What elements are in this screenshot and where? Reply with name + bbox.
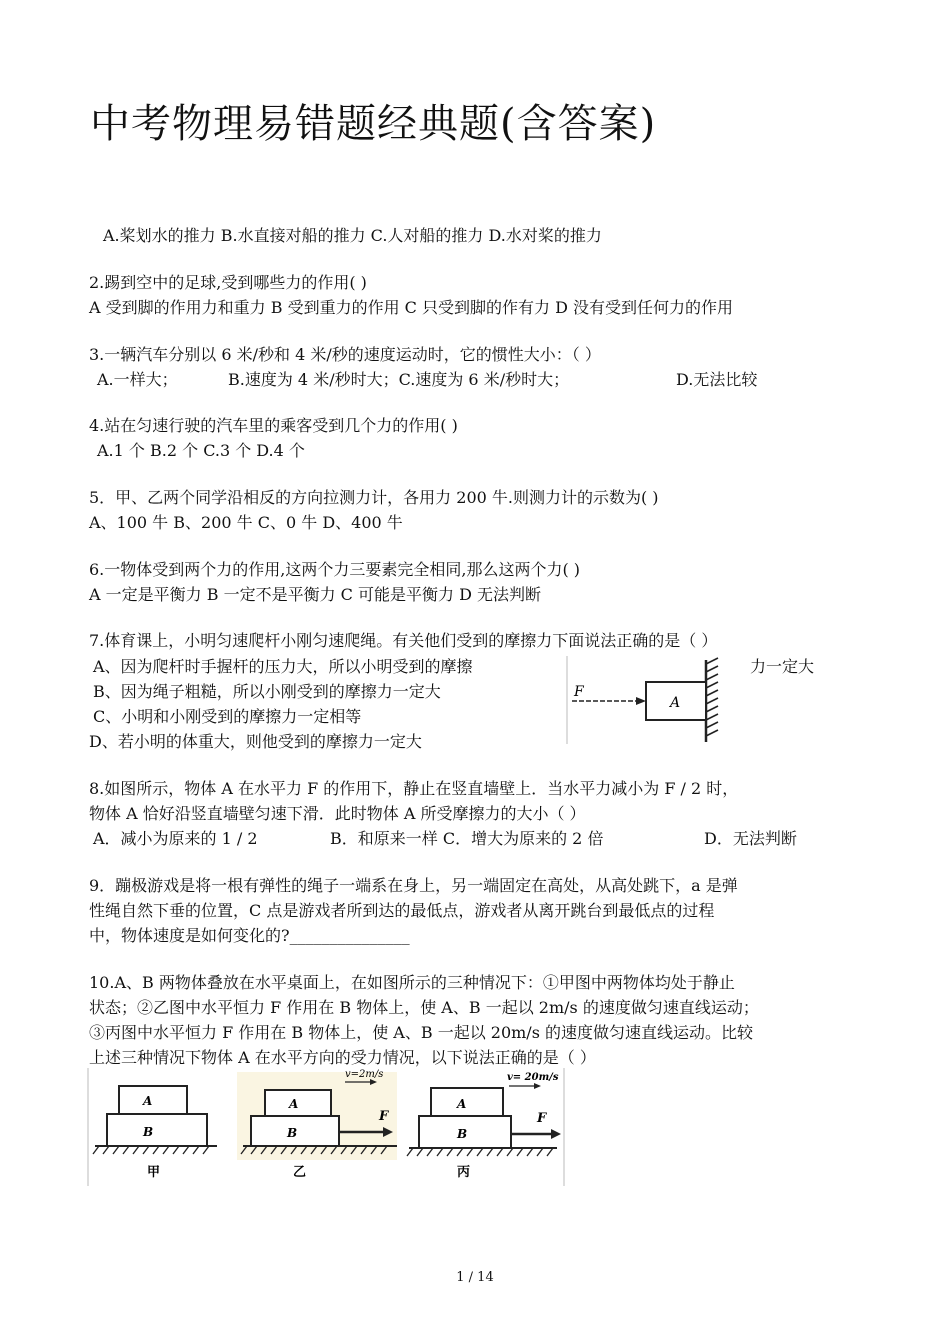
q9-line3: 中，物体速度是如何变化的?_______________ — [89, 926, 410, 945]
q9-line1: 9．蹦极游戏是将一根有弹性的绳子一端系在身上，另一端固定在高处，从高处跳下，a 是弹 — [89, 876, 738, 895]
label-b-bing: B — [457, 1127, 468, 1141]
q3-option-a: A.一样大； — [97, 370, 178, 389]
q10-line2: 状态；②乙图中水平恒力 F 作用在 B 物体上，使 A、B 一起以 2m/s 的速度做匀速直线运动； — [89, 998, 759, 1017]
q3-option-bc: B.速度为 4 米/秒时大；C.速度为 6 米/秒时大； — [228, 370, 570, 389]
label-b-jia: B — [143, 1125, 154, 1139]
q10-three-cases-figure — [87, 1066, 567, 1188]
q9-line2: 性绳自然下垂的位置，C 点是游戏者所到达的最低点，游戏者从离开跳台到最低点的过程 — [89, 901, 715, 920]
q5-options: A、100 牛 B、200 牛 C、0 牛 D、400 牛 — [89, 513, 403, 532]
q3-option-d: D.无法比较 — [676, 370, 758, 389]
q2-options: A 受到脚的作用力和重力 B 受到重力的作用 C 只受到脚的作有力 D 没有受到任何力的作用 — [89, 298, 733, 317]
q8-option-d: D．无法判断 — [704, 829, 797, 848]
q6-options: A 一定是平衡力 B 一定不是平衡力 C 可能是平衡力 D 无法判断 — [89, 585, 541, 604]
page-title: 中考物理易错题经典题(含答案) — [90, 101, 657, 147]
block-a-bing — [431, 1088, 503, 1116]
q3-stem: 3.一辆汽车分别以 6 米/秒和 4 米/秒的速度运动时，它的惯性大小：（ ） — [89, 345, 601, 364]
block-b-jia — [107, 1114, 207, 1146]
q7-option-b: B、因为绳子粗糙，所以小刚受到的摩擦力一定大 — [93, 682, 441, 701]
q7-option-d: D、若小明的体重大，则他受到的摩擦力一定大 — [89, 732, 422, 751]
q7-option-a: A、因为爬杆时手握杆的压力大，所以小明受到的摩擦 — [93, 657, 473, 676]
label-jia: 甲 — [147, 1165, 161, 1180]
label-a-jia: A — [143, 1094, 153, 1108]
case-bing — [407, 1072, 561, 1180]
q4-stem: 4.站在匀速行驶的汽车里的乘客受到几个力的作用( ) — [89, 416, 458, 435]
q8-option-a: A．减小为原来的 1 / 2 — [93, 829, 258, 848]
label-a-yi: A — [289, 1097, 299, 1111]
label-b-yi: B — [287, 1126, 298, 1140]
q7-option-a-end: 力一定大 — [750, 657, 815, 676]
velocity-bing: v= 20m/s — [507, 1072, 559, 1083]
q1-options: A.桨划水的推力 B.水直接对船的推力 C.人对船的推力 D.水对桨的推力 — [103, 226, 602, 245]
case-jia — [93, 1086, 217, 1180]
q8-line2: 物体 A 恰好沿竖直墙壁匀速下滑．此时物体 A 所受摩擦力的大小（ ） — [89, 804, 586, 823]
q10-line1: 10.A、B 两物体叠放在水平桌面上，在如图所示的三种情况下：①甲图中两物体均处于静止 — [89, 973, 735, 992]
q7-stem: 7.体育课上，小明匀速爬杆小刚匀速爬绳。有关他们受到的摩擦力下面说法正确的是（ ） — [89, 631, 718, 650]
block-a-jia — [119, 1086, 187, 1114]
label-f-yi: F — [379, 1109, 389, 1124]
block-a-label: A — [670, 695, 681, 711]
label-f-bing: F — [537, 1111, 547, 1126]
q4-options: A.1 个 B.2 个 C.3 个 D.4 个 — [97, 441, 305, 460]
q7-option-c: C、小明和小刚受到的摩擦力一定相等 — [93, 707, 362, 726]
q10-line4: 上述三种情况下物体 A 在水平方向的受力情况，以下说法正确的是（ ） — [89, 1048, 596, 1067]
q8-line1: 8.如图所示，物体 A 在水平力 F 的作用下，静止在竖直墙壁上．当水平力减小为 F / 2 时， — [89, 779, 739, 798]
label-a-bing: A — [457, 1097, 467, 1111]
q5-stem: 5．甲、乙两个同学沿相反的方向拉测力计，各用力 200 牛.则测力计的示数为( ) — [89, 488, 659, 507]
q2-stem: 2.踢到空中的足球,受到哪些力的作用( ) — [89, 273, 367, 292]
q8-option-bc: B．和原来一样 C．增大为原来的 2 倍 — [330, 829, 604, 848]
page-number: 1 / 14 — [456, 1270, 494, 1285]
case-yi — [237, 1069, 397, 1180]
label-bing: 丙 — [457, 1165, 471, 1180]
velocity-yi: v=2m/s — [345, 1069, 384, 1080]
force-label: F — [574, 684, 584, 700]
q6-stem: 6.一物体受到两个力的作用,这两个力三要素完全相同,那么这两个力( ) — [89, 560, 581, 579]
q7-wall-figure — [566, 654, 738, 746]
q10-line3: ③丙图中水平恒力 F 作用在 B 物体上，使 A、B 一起以 20m/s 的速度做匀速直线运动。比较 — [89, 1023, 753, 1042]
label-yi: 乙 — [293, 1165, 307, 1180]
